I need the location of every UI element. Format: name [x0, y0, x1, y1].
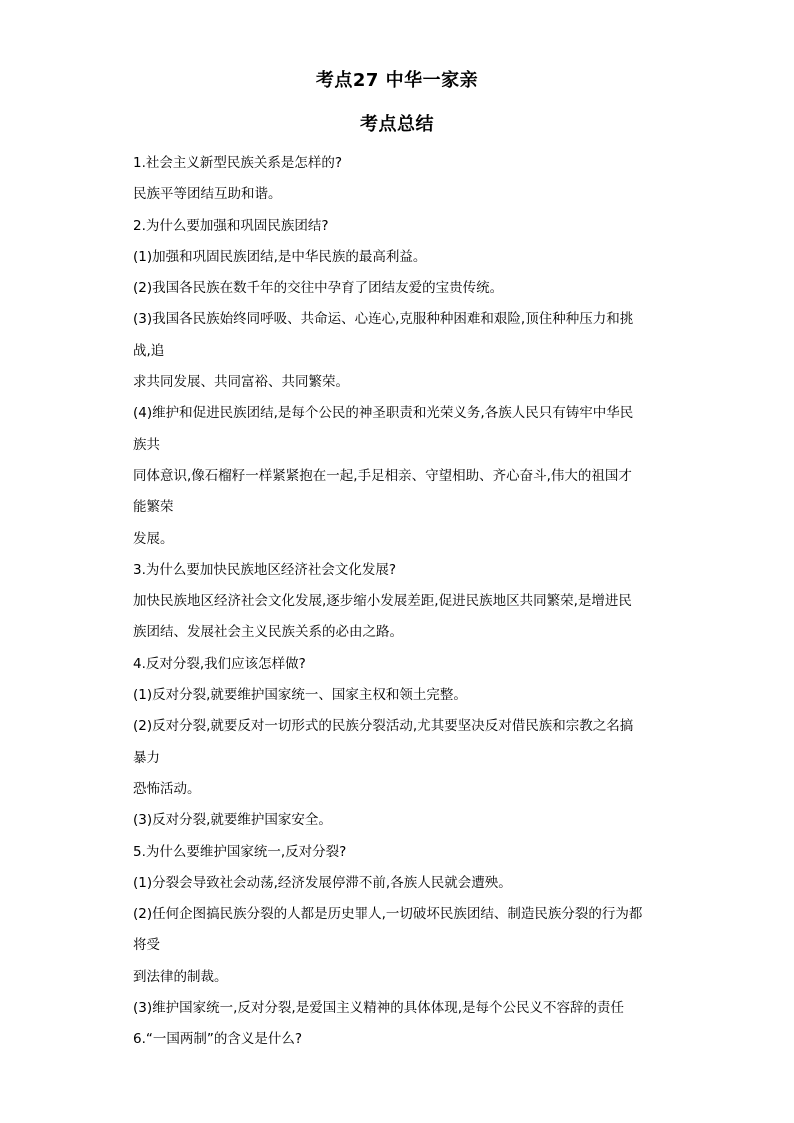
- answer-2-point-3: (3)我国各民族始终同呼吸、共命运、心连心,克服种种困难和艰险,顶住种种压力和挑: [133, 311, 634, 328]
- answer-2-point-3-cont: 求共同发展、共同富裕、共同繁荣。: [133, 374, 349, 391]
- section-title: 考点总结: [360, 114, 434, 135]
- answer-5-point-2-cont: 到法律的制裁。: [133, 968, 228, 985]
- answer-4-point-2-cont: 恐怖活动。: [133, 780, 201, 797]
- answer-4-point-3: (3)反对分裂,就要维护国家安全。: [133, 812, 332, 829]
- question-3: 3.为什么要加快民族地区经济社会文化发展?: [133, 561, 397, 578]
- answer-2-point-1: (1)加强和巩固民族团结,是中华民族的最高利益。: [133, 248, 427, 265]
- answer-5-point-1: (1)分裂会导致社会动荡,经济发展停滞不前,各族人民就会遭殃。: [133, 874, 512, 891]
- answer-2-point-4-cont: 发展。: [133, 530, 174, 547]
- question-4: 4.反对分裂,我们应该怎样做?: [133, 655, 306, 672]
- answer-4-point-2: (2)反对分裂,就要反对一切形式的民族分裂活动,尤其要坚决反对借民族和宗教之名搞: [133, 718, 634, 735]
- answer-3-cont: 族团结、发展社会主义民族关系的必由之路。: [133, 624, 403, 641]
- answer-2-point-2: (2)我国各民族在数千年的交往中孕育了团结友爱的宝贵传统。: [133, 280, 504, 297]
- question-2: 2.为什么要加强和巩固民族团结?: [133, 217, 329, 234]
- answer-4-point-1: (1)反对分裂,就要维护国家统一、国家主权和领土完整。: [133, 687, 467, 704]
- answer-2-point-4-cont: 同体意识,像石榴籽一样紧紧抱在一起,手足相亲、守望相助、齐心奋斗,伟大的祖国才: [133, 467, 632, 484]
- answer-2-point-4-cont: 族共: [133, 436, 160, 453]
- answer-2-point-4: (4)维护和促进民族团结,是每个公民的神圣职责和光荣义务,各族人民只有铸牢中华民: [133, 405, 634, 422]
- answer-2-point-3-cont: 战,追: [133, 342, 165, 359]
- answer-3: 加快民族地区经济社会文化发展,逐步缩小发展差距,促进民族地区共同繁荣,是增进民: [133, 593, 632, 610]
- question-5: 5.为什么要维护国家统一,反对分裂?: [133, 843, 347, 860]
- page-title: 考点27 中华一家亲: [315, 70, 479, 91]
- answer-5-point-3: (3)维护国家统一,反对分裂,是爱国主义精神的具体体现,是每个公民义不容辞的责任: [133, 1000, 624, 1017]
- question-6: 6.“一国两制”的含义是什么?: [133, 1031, 303, 1048]
- answer-4-point-2-cont: 暴力: [133, 749, 160, 766]
- answer-2-point-4-cont: 能繁荣: [133, 499, 174, 516]
- answer-1: 民族平等团结互助和谐。: [133, 186, 282, 203]
- answer-5-point-2-cont: 将受: [133, 937, 160, 954]
- answer-5-point-2: (2)任何企图搞民族分裂的人都是历史罪人,一切破坏民族团结、制造民族分裂的行为都: [133, 906, 643, 923]
- document-body: [133, 148, 663, 1056]
- question-1: 1.社会主义新型民族关系是怎样的?: [133, 155, 343, 171]
